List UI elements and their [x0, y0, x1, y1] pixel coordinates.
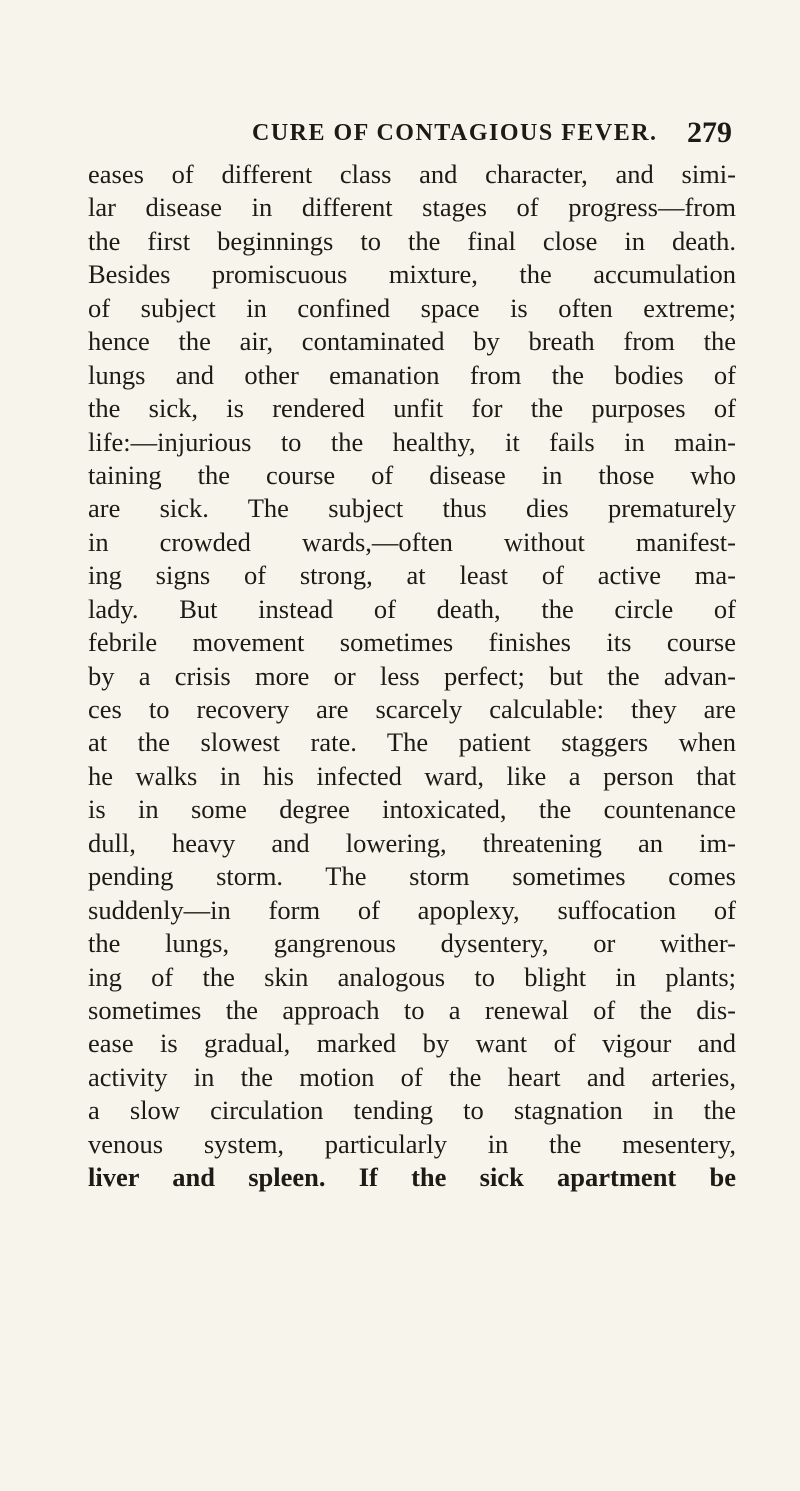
text-line: at the slowest rate. The patient staggers when	[88, 727, 736, 758]
running-head	[252, 116, 732, 156]
text-line: the sick, is rendered unfit for the purposes of	[88, 393, 736, 424]
body-text	[88, 158, 736, 1195]
text-line: lungs and other emanation from the bodies of	[88, 359, 736, 390]
text-line: lar disease in different stages of progress—from	[88, 192, 736, 223]
text-line: eases of different class and character, and simi-	[88, 159, 736, 189]
text-line: activity in the motion of the heart and arteries,	[88, 1061, 736, 1092]
text-line: he walks in his infected ward, like a person that	[88, 760, 736, 791]
text-line: sometimes the approach to a renewal of the dis-	[88, 994, 736, 1025]
text-line: ing signs of strong, at least of active ma-	[88, 560, 736, 591]
text-line: life:—injurious to the healthy, it fails in main-	[88, 426, 736, 457]
text-line: ease is gradual, marked by want of vigour and	[88, 1028, 736, 1059]
text-line: a slow circulation tending to stagnation in the	[88, 1095, 736, 1126]
text-line: the lungs, gangrenous dysentery, or wither-	[88, 928, 736, 959]
text-line: by a crisis more or less perfect; but the advan-	[88, 660, 736, 691]
text-line: lady. But instead of death, the circle of	[88, 593, 736, 624]
text-line: ing of the skin analogous to blight in plants;	[88, 961, 736, 992]
text-line: dull, heavy and lowering, threatening an im-	[88, 827, 736, 858]
text-line: the first beginnings to the final close in death.	[88, 225, 736, 256]
text-line: is in some degree intoxicated, the countenance	[88, 794, 736, 825]
running-title: CURE OF CONTAGIOUS FEVER.	[252, 120, 658, 146]
text-line: are sick. The subject thus dies prematurely	[88, 493, 736, 524]
page-number: 279	[687, 116, 732, 149]
text-line: Besides promiscuous mixture, the accumulation	[88, 259, 736, 290]
text-line: ces to recovery are scarcely calculable: they are	[88, 694, 736, 724]
text-line: pending storm. The storm sometimes comes	[88, 861, 736, 892]
text-line: venous system, particularly in the mesentery,	[88, 1128, 736, 1159]
text-line: taining the course of disease in those who	[88, 459, 736, 490]
text-line: in crowded wards,—often without manifest-	[88, 526, 736, 557]
text-line: hence the air, contaminated by breath from the	[88, 326, 736, 357]
text-line: liver and spleen. If the sick apartment be	[88, 1162, 736, 1193]
text-line: suddenly—in form of apoplexy, suffocation of	[88, 894, 736, 925]
text-line: of subject in confined space is often extreme;	[88, 292, 736, 323]
text-line: febrile movement sometimes finishes its course	[88, 627, 736, 658]
